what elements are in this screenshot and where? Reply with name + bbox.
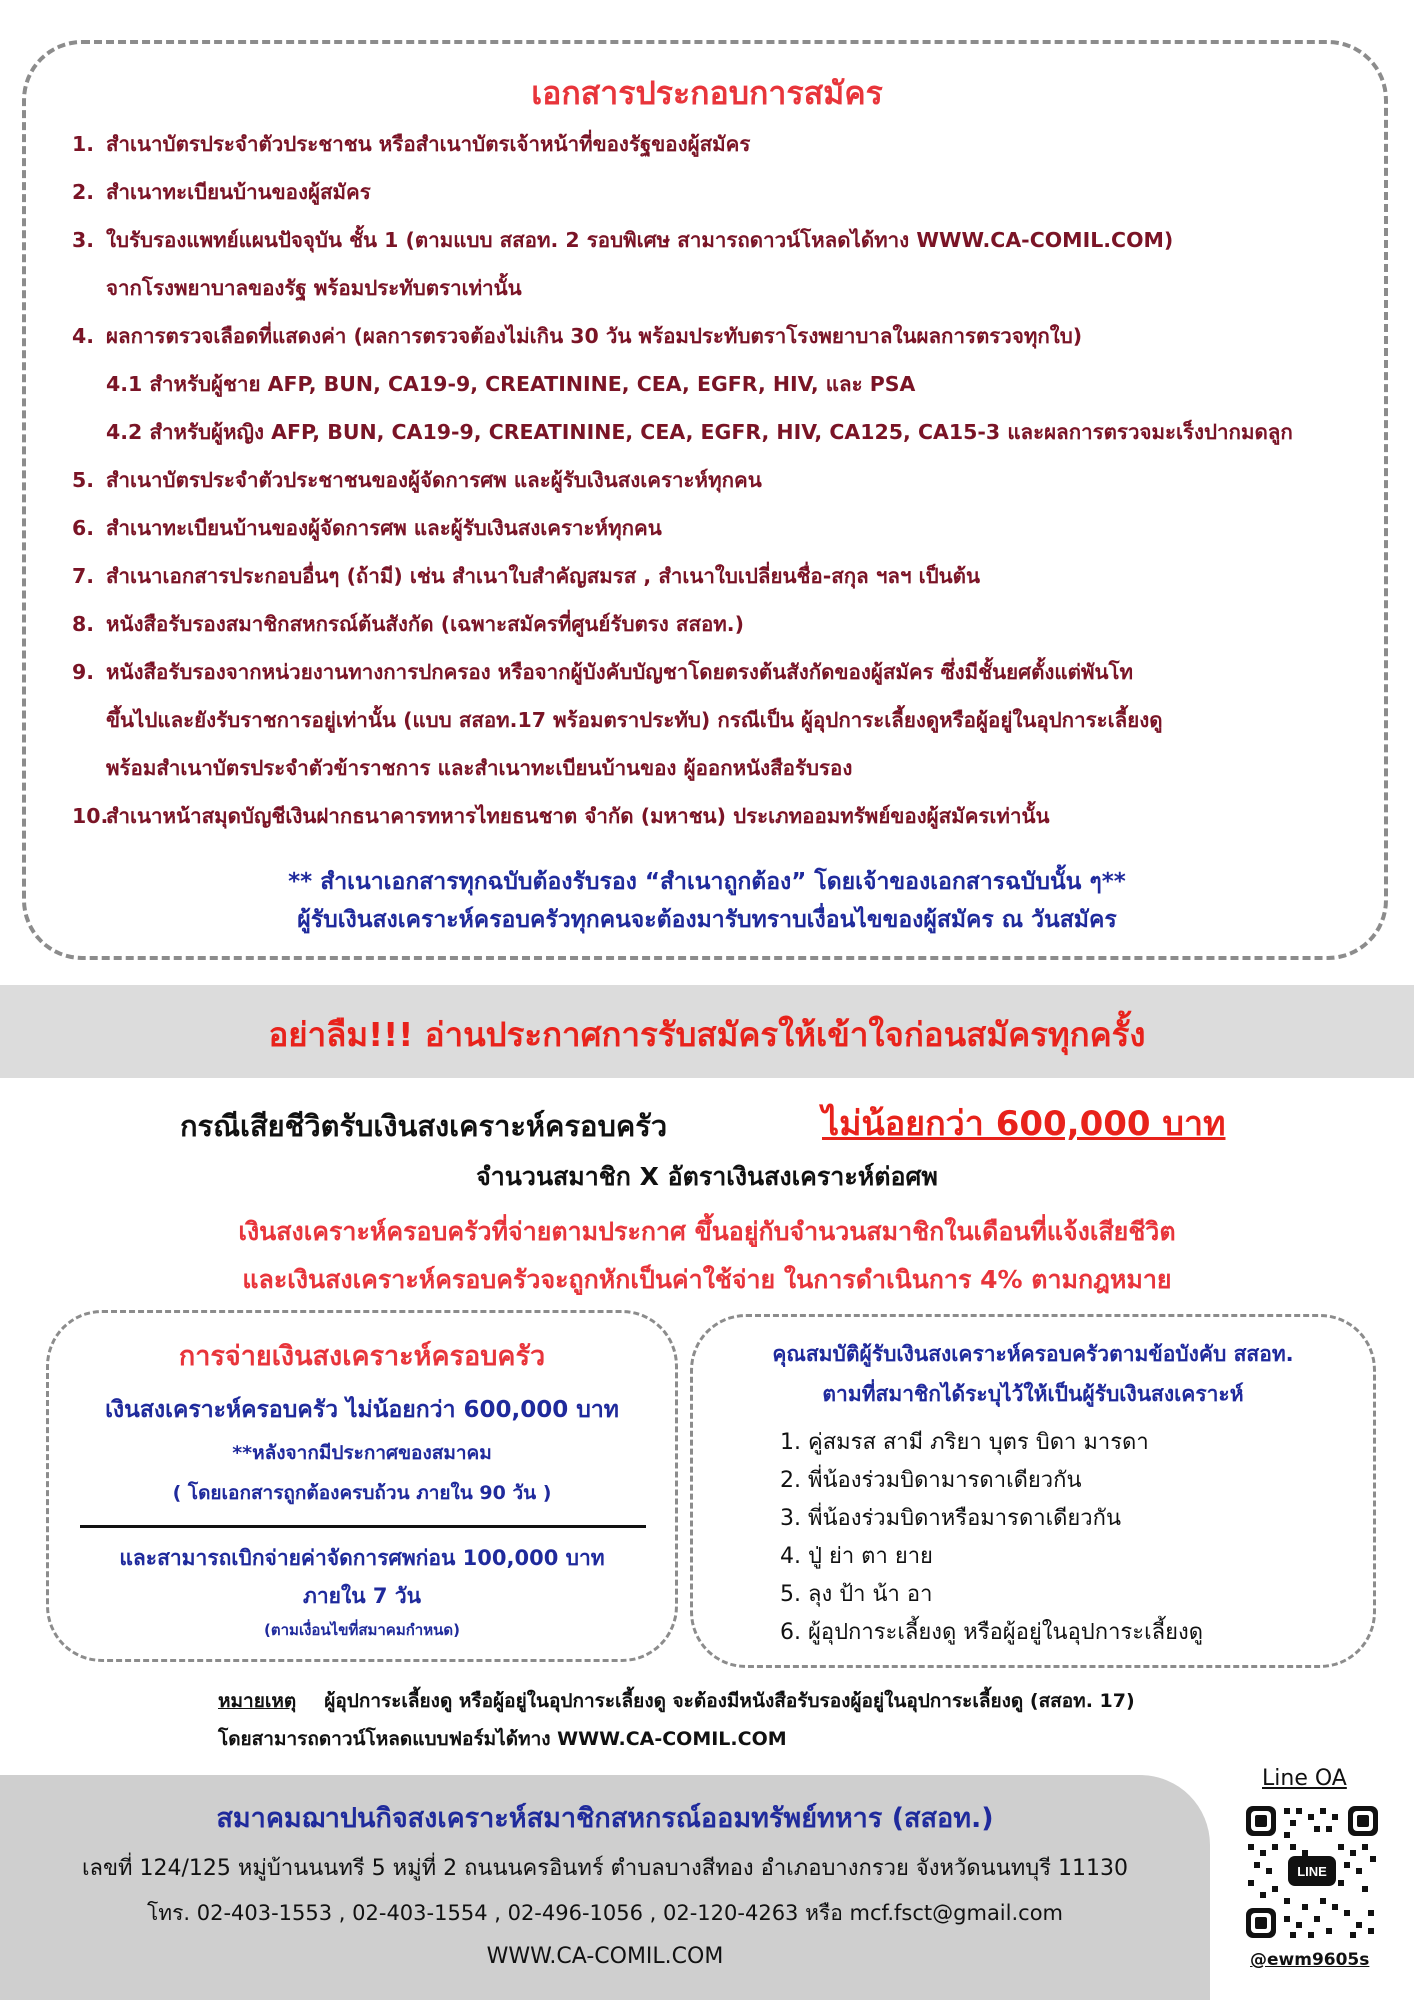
reminder-banner-text: อย่าลืม!!! อ่านประกาศการรับสมัครให้เข้าใจก่อนสมัครทุกครั้ง [268,1015,1146,1054]
documents-note-beneficiaries: ผู้รับเงินสงเคราะห์ครอบครัวทุกคนจะต้องมารับทราบเงื่อนไขของผู้สมัคร ณ วันสมัคร [297,907,1117,933]
remark-label: หมายเหตุ [218,1690,297,1712]
benefit-note: และเงินสงเคราะห์ครอบครัวจะถูกหักเป็นค่าใช้จ่าย ในการดำเนินการ 4% ตามกฎหมาย [242,1265,1172,1294]
list-item: 9. หนังสือรับรองจากหน่วยงานทางการปกครอง หรือจากผู้บังคับบัญชาโดยตรงต้นสังกัดของผู้สมัคร ซึ่งมีชั้นยศตั้งแต่พันโท [72,660,1134,684]
payment-divider [80,1525,646,1528]
documents-note-certify: ** สำเนาเอกสารทุกฉบับต้องรับรอง “สำเนาถูกต้อง” โดยเจ้าของเอกสารฉบับนั้น ๆ** [288,869,1126,895]
qualifications-subtitle: ตามที่สมาชิกได้ระบุไว้ให้เป็นผู้รับเงินสงเคราะห์ [822,1382,1244,1406]
list-item: 4.1 สำหรับผู้ชาย AFP, BUN, CA19-9, CREATININE, CEA, EGFR, HIV, และ PSA [106,372,916,396]
line-qr-code[interactable] [1244,1804,1380,1940]
benefit-note: เงินสงเคราะห์ครอบครัวที่จ่ายตามประกาศ ขึ้นอยู่กับจำนวนสมาชิกในเดือนที่แจ้งเสียชีวิต [238,1217,1176,1246]
organization-address: เลขที่ 124/125 หมู่บ้านนนทรี 5 หมู่ที่ 2 ถนนนครอินทร์ ตำบลบางสีทอง อำเภอบางกรวย จังหวัดนนทบุรี 11130 [81,1856,1129,1881]
line-badge-text: LINE [1297,1864,1327,1879]
qualification-item: 3. พี่น้องร่วมบิดาหรือมารดาเดียวกัน [780,1506,1122,1531]
organization-contact: โทร. 02-403-1553 , 02-403-1554 , 02-496-1056 , 02-120-4263 หรือ mcf.fsct@gmail.com [146,1901,1064,1925]
funeral-advance-line: และสามารถเบิกจ่ายค่าจัดการศพก่อน 100,000 บาท [119,1546,605,1570]
funeral-advance-condition: (ตามเงื่อนไขที่สมาคมกำหนด) [264,1621,460,1639]
list-item: 6. สำเนาทะเบียนบ้านของผู้จัดการศพ และผู้รับเงินสงเคราะห์ทุกคน [72,516,662,540]
payment-deadline-line: ( โดยเอกสารถูกต้องครบถ้วน ภายใน 90 วัน ) [172,1482,552,1504]
list-item: 4. ผลการตรวจเลือดที่แสดงค่า (ผลการตรวจต้องไม่เกิน 30 วัน พร้อมประทับตราโรงพยาบาลในผลการตรวจทุกใบ) [72,324,1083,348]
qualification-item: 6. ผู้อุปการะเลี้ยงดู หรือผู้อยู่ในอุปการะเลี้ยงดู [780,1620,1203,1645]
remark-text: ผู้อุปการะเลี้ยงดู หรือผู้อยู่ในอุปการะเลี้ยงดู จะต้องมีหนังสือรับรองผู้อยู่ในอุปการะเลี้ยงดู (สสอท. 17) [324,1690,1135,1712]
qualification-item: 2. พี่น้องร่วมบิดามารดาเดียวกัน [780,1468,1082,1493]
payment-amount-line: เงินสงเคราะห์ครอบครัว ไม่น้อยกว่า 600,000 บาท [105,1397,619,1423]
list-item: 7. สำเนาเอกสารประกอบอื่นๆ (ถ้ามี) เช่น สำเนาใบสำคัญสมรส , สำเนาใบเปลี่ยนชื่อ-สกุล ฯลฯ เป็นต้น [72,564,980,588]
death-benefit-label: กรณีเสียชีวิตรับเงินสงเคราะห์ครอบครัว [180,1109,668,1143]
documents-title: เอกสารประกอบการสมัคร [531,74,883,112]
line-id[interactable]: @ewm9605s [1250,1950,1370,1970]
remark-download-line: โดยสามารถดาวน์โหลดแบบฟอร์มได้ทาง WWW.CA-COMIL.COM [218,1728,787,1750]
qualifications-title: คุณสมบัติผู้รับเงินสงเคราะห์ครอบครัวตามข้อบังคับ สสอท. [772,1342,1294,1366]
list-item: 1. สำเนาบัตรประจำตัวประชาชน หรือสำเนาบัตรเจ้าหน้าที่ของรัฐของผู้สมัคร [72,132,751,156]
list-item: 5. สำเนาบัตรประจำตัวประชาชนของผู้จัดการศพ และผู้รับเงินสงเคราะห์ทุกคน [72,468,762,492]
qualification-item: 1. คู่สมรส สามี ภริยา บุตร บิดา มารดา [780,1430,1149,1455]
qualification-item: 4. ปู่ ย่า ตา ยาย [780,1544,933,1569]
list-item: 3. ใบรับรองแพทย์แผนปัจจุบัน ชั้น 1 (ตามแบบ สสอท. 2 รอบพิเศษ สามารถดาวน์โหลดได้ทาง WWW.CA-COMIL.COM) [72,228,1174,252]
list-item: ขึ้นไปและยังรับราชการอยู่เท่านั้น (แบบ สสอท.17 พร้อมตราประทับ) กรณีเป็น ผู้อุปการะเลี้ยงดูหรือผู้อยู่ในอุปการะเลี้ยงดู [106,708,1163,732]
list-item: 8. หนังสือรับรองสมาชิกสหกรณ์ต้นสังกัด (เฉพาะสมัครที่ศูนย์รับตรง สสอท.) [72,612,744,636]
funeral-advance-deadline: ภายใน 7 วัน [303,1584,421,1608]
qualification-item: 5. ลุง ป้า น้า อา [780,1582,933,1607]
payment-title: การจ่ายเงินสงเคราะห์ครอบครัว [178,1341,546,1372]
line-oa-label: Line OA [1262,1766,1347,1791]
list-item: 4.2 สำหรับผู้หญิง AFP, BUN, CA19-9, CREATININE, CEA, EGFR, HIV, CA125, CA15-3 และผลการตรวจมะเร็งปากมดลูก [106,420,1293,444]
list-item: พร้อมสำเนาบัตรประจำตัวข้าราชการ และสำเนาทะเบียนบ้านของ ผู้ออกหนังสือรับรอง [106,756,853,780]
remark [218,1686,1135,1716]
list-item: 2. สำเนาทะเบียนบ้านของผู้สมัคร [72,180,371,204]
payment-condition-line: **หลังจากมีประกาศของสมาคม [232,1442,492,1464]
benefit-formula: จำนวนสมาชิก X อัตราเงินสงเคราะห์ต่อศพ [476,1162,938,1191]
list-item: 10.สำเนาหน้าสมุดบัญชีเงินฝากธนาคารทหารไทยธนชาต จำกัด (มหาชน) ประเภทออมทรัพย์ของผู้สมัครเท่านั้น [72,804,1050,828]
list-item: จากโรงพยาบาลของรัฐ พร้อมประทับตราเท่านั้น [106,276,522,300]
death-benefit-amount: ไม่น้อยกว่า 600,000 บาท [822,1104,1226,1144]
organization-name: สมาคมฌาปนกิจสงเคราะห์สมาชิกสหกรณ์ออมทรัพย์ทหาร (สสอท.) [216,1803,994,1834]
organization-website[interactable]: WWW.CA-COMIL.COM [486,1944,724,1969]
